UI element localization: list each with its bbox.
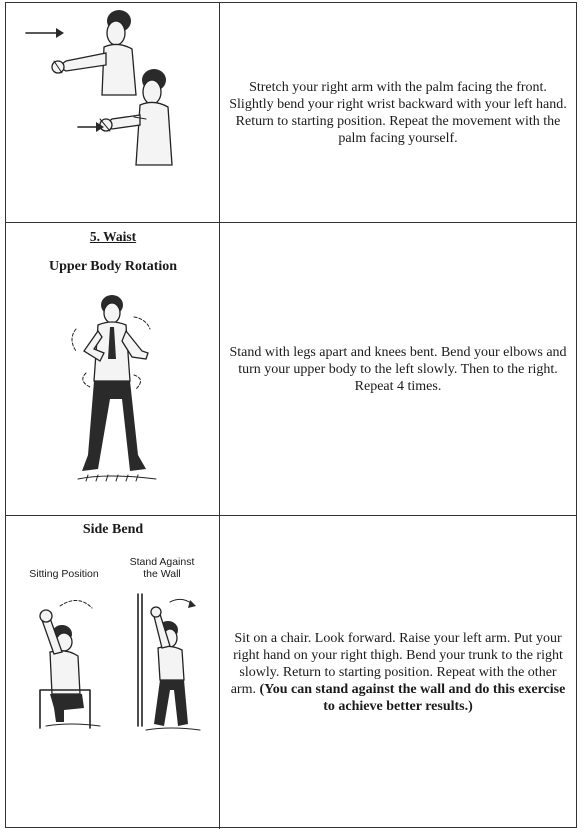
label-stand-against-wall: Stand Against the Wall: [129, 556, 195, 580]
upper-body-rotation-illustration: [6, 289, 218, 509]
instruction-cell: [220, 223, 576, 515]
instruction-text: Stretch your right arm with the palm facing the front. Slightly bend your right wrist backward with your left hand. Return to starting position. Repeat the movement with the palm facing yourself.: [229, 79, 567, 146]
exercise-title: Upper Body Rotation: [48, 259, 178, 274]
illustration-cell: [6, 3, 220, 222]
exercise-row-wrist: [6, 3, 576, 223]
illustration-cell: [6, 223, 220, 515]
side-bend-sitting-illustration: [20, 590, 130, 730]
instruction-block: [220, 630, 576, 715]
label-sitting-position: Sitting Position: [29, 568, 99, 580]
instruction-note: (You can stand against the wall and do this exercise to achieve better results.): [259, 682, 566, 714]
side-bend-standing-illustration: [130, 586, 210, 736]
instruction-text: Sit on a chair. Look forward. Raise your left arm. Put your right hand on your right thigh. Bend your trunk to the right slowly. Return to starting position. Repeat with the other arm.: [230, 631, 563, 697]
section-title: 5. Waist: [89, 229, 137, 244]
instruction-text: Stand with legs apart and knees bent. Bend your elbows and turn your upper body to the left slowly. Then to the right. Repeat 4 times.: [229, 344, 567, 394]
instruction-cell: [220, 3, 576, 222]
exercise-row-side-bend: [6, 516, 576, 829]
exercise-title: Side Bend: [82, 522, 144, 537]
wrist-stretch-illustration: [6, 3, 218, 221]
instruction-cell: [220, 516, 576, 829]
illustration-cell: [6, 516, 220, 829]
exercise-table: [5, 2, 577, 828]
exercise-row-waist: [6, 223, 576, 516]
